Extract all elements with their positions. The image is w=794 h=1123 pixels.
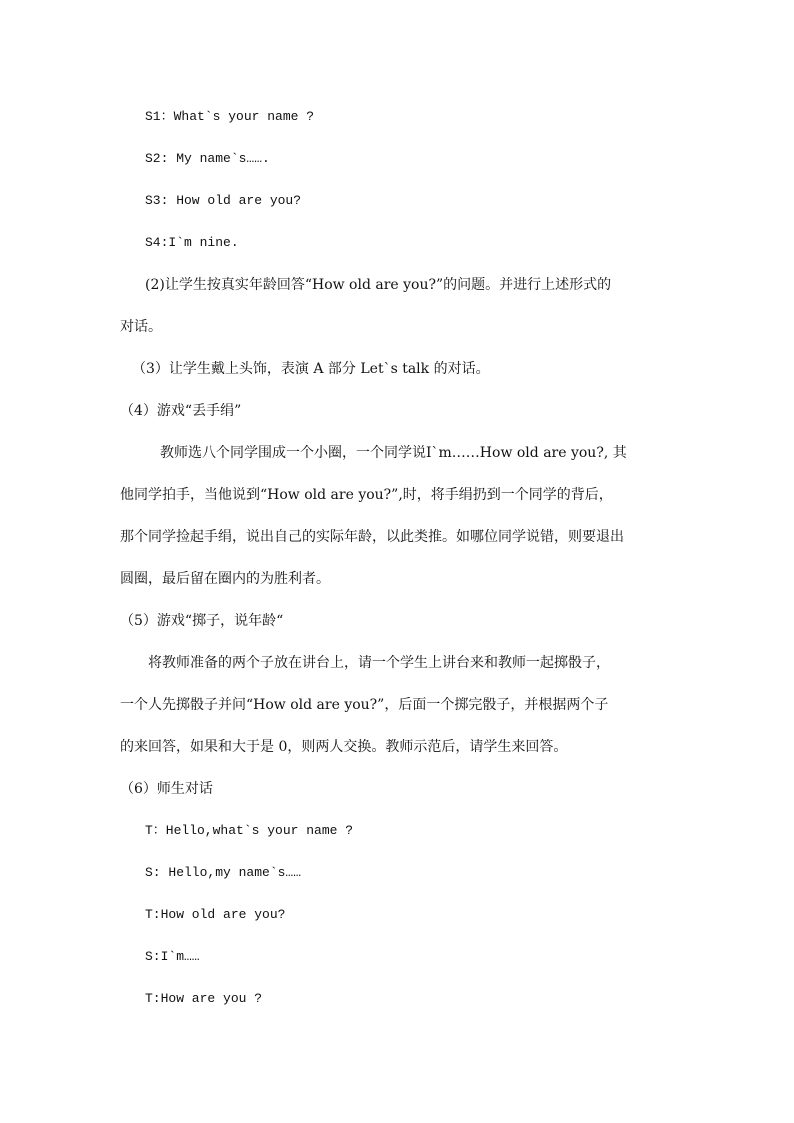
step3-line: （3）让学生戴上头饰，表演 A 部分 Let`s talk 的对话。: [132, 361, 490, 377]
step5-line: 一个人先掷骰子并问“How old are you?”，后面一个掷完骰子，并根据两个子: [120, 697, 609, 713]
dialogue-line: S2: My name`s…….: [145, 151, 270, 166]
step4-line: 教师选八个同学围成一个小圈，一个同学说I`m……How old are you?, 其: [160, 445, 627, 461]
step2-line2: 对话。: [120, 319, 162, 335]
dialogue-line: S1：What`s your name ?: [145, 109, 315, 124]
step5-heading: （5）游戏“掷子，说年龄“: [120, 613, 284, 629]
dialogue-line: S: Hello,my name`s……: [145, 865, 302, 880]
dialogue-line: T：Hello,what`s your name ?: [145, 823, 354, 838]
dialogue-line: S3: How old are you?: [145, 193, 302, 208]
dialogue-line: T:How are you ?: [145, 991, 263, 1006]
step6-heading: （6）师生对话: [120, 781, 213, 797]
step4-heading: （4）游戏“丢手绢”: [120, 403, 242, 419]
step5-line: 的来回答，如果和大于是 0，则两人交换。教师示范后，请学生来回答。: [120, 739, 568, 755]
dialogue-line: S:I`m……: [145, 949, 200, 964]
step2-line1: (2)让学生按真实年龄回答“How old are you?”的问题。并进行上述形式的: [145, 277, 612, 293]
step4-line: 那个同学捡起手绢，说出自己的实际年龄，以此类推。如哪位同学说错，则要退出: [120, 529, 624, 545]
step4-line: 他同学拍手，当他说到“How old are you?”,时，将手绢扔到一个同学的背后，: [120, 487, 613, 503]
dialogue-line: S4:I`m nine.: [145, 235, 239, 250]
dialogue-line: T:How old are you?: [145, 907, 286, 922]
step4-line: 圆圈，最后留在圈内的为胜利者。: [120, 571, 330, 587]
step5-line: 将教师准备的两个子放在讲台上，请一个学生上讲台来和教师一起掷骰子，: [148, 655, 610, 671]
